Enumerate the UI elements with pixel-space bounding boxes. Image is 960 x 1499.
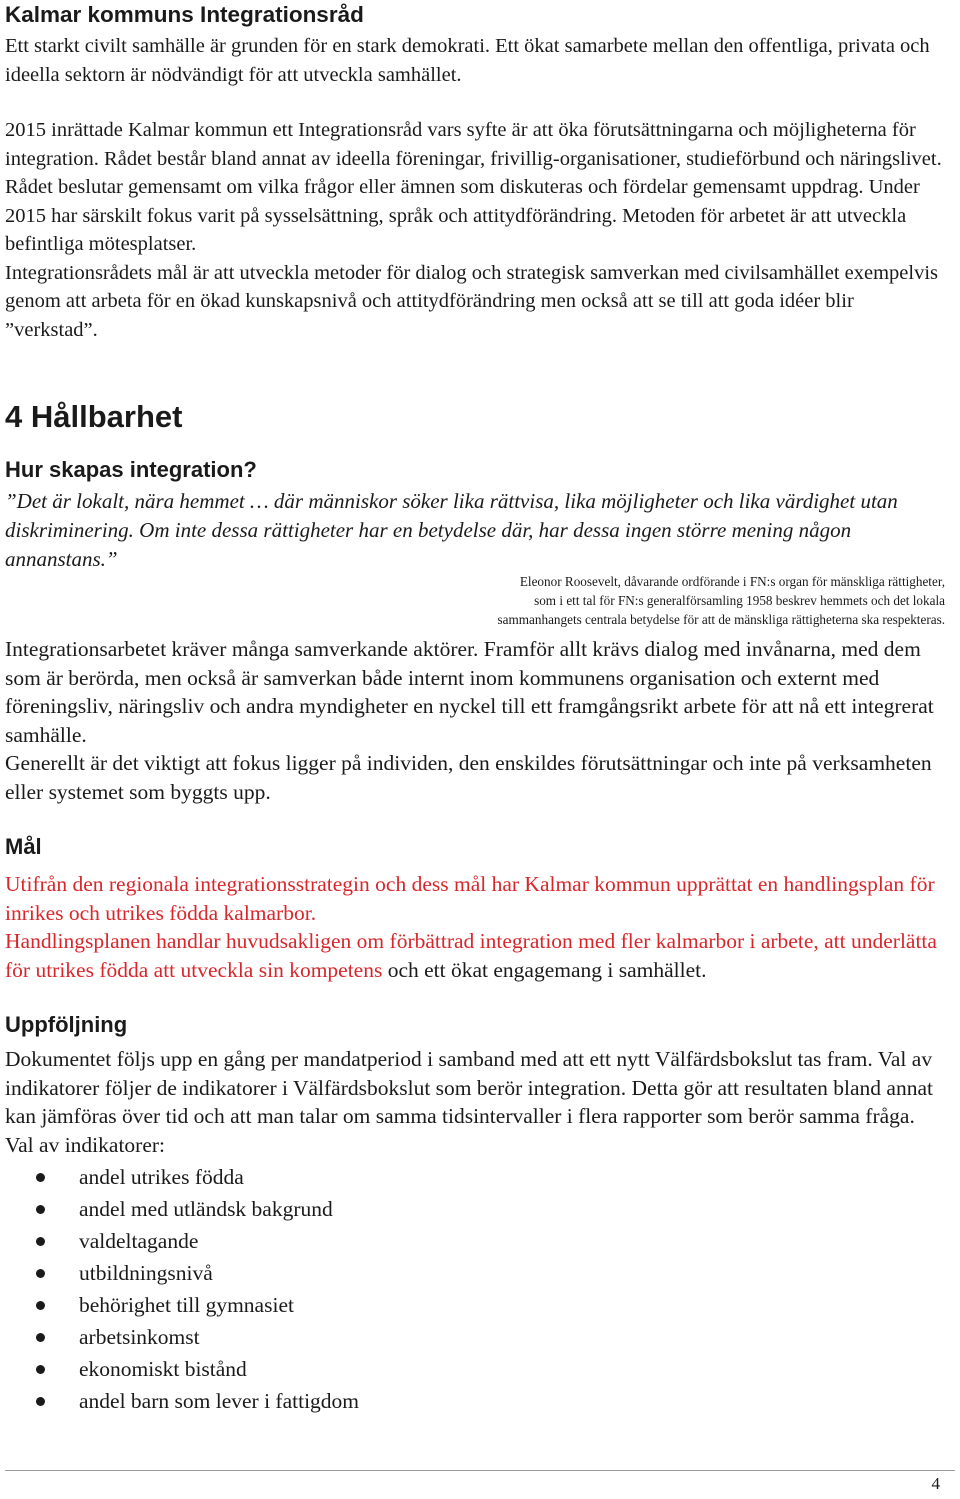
- bullet-icon: [36, 1205, 45, 1214]
- roosevelt-quote: ”Det är lokalt, nära hemmet … där människor söker lika rättvisa, lika möjligheter och lika värdighet utan diskriminering. Om inte dessa rättigheter har en betydelse där, har dessa ingen större mening någon annanstans.”: [5, 489, 898, 571]
- highlighted-text: Handlingsplanen handlar huvudsakligen om förbättrad integration med fler kalmarbor i arbete, att underlätta för utrikes födda att utveckla sin kompetens: [5, 929, 937, 982]
- indicator-label: arbetsinkomst: [79, 1325, 200, 1349]
- page-number: 4: [931, 1474, 940, 1493]
- highlighted-text: Utifrån den regionala integrationsstrategin och dess mål har Kalmar kommun upprättat en handlingsplan för inrikes och utrikes födda kalmarbor.: [5, 872, 935, 925]
- indicator-list-title: Val av indikatorer:: [5, 1132, 166, 1157]
- quote-attribution: [5, 572, 945, 629]
- subheading-uppfoljning: Uppföljning: [5, 1012, 128, 1037]
- indicator-label: andel barn som lever i fattigdom: [79, 1389, 360, 1413]
- indicator-item: [5, 1257, 945, 1289]
- indicator-item: [5, 1385, 945, 1417]
- paragraph-collaboration: Integrationsarbetet kräver många samverkande aktörer. Framför allt krävs dialog med invånarna, med dem som är berörda, men också är samverkan både internt inom kommunens organisation och externt med föreningsliv, näringsliv och andra myndigheter en nyckel till ett framgångsrikt arbete för att nå ett integrerat samhälle.: [5, 637, 934, 747]
- paragraph-council-goal: Integrationsrådets mål är att utveckla metoder för dialog och strategisk samverkan med civilsamhället exempelvis genom att arbeta för en ökad kunskapsnivå och attitydförändring men också att se till att goda idéer blir ”verkstad”.: [5, 261, 939, 341]
- bullet-icon: [36, 1397, 45, 1406]
- indicator-item: [5, 1193, 945, 1225]
- document-page: [5, 0, 945, 1417]
- paragraph-intro: Ett starkt civilt samhälle är grunden för en stark demokrati. Ett ökat samarbete mellan den offentliga, privata och ideella sektorn är nödvändigt för att utveckla samhället.: [5, 35, 930, 86]
- bullet-icon: [36, 1365, 45, 1374]
- indicator-item: [5, 1289, 945, 1321]
- bullet-icon: [36, 1333, 45, 1342]
- paragraph-individual-focus: Generellt är det viktigt att fokus ligger på individen, den enskildes förutsättningar och inte på verksamheten eller systemet som byggts upp.: [5, 751, 932, 804]
- paragraph-follow-up: Dokumentet följs upp en gång per mandatperiod i samband med att ett nytt Välfärdsbokslut tas fram. Val av indikatorer följer de indikatorer i Välfärdsbokslut som berör integration. Detta gör att resultaten bland annat kan jämföras över tid och att man talar om samma tidsintervaller i flera rapporter som berör samma fråga.: [5, 1047, 933, 1128]
- indicator-item: [5, 1353, 945, 1385]
- plain-text: och ett ökat engagemang i samhället.: [382, 957, 707, 982]
- subheading-mal: Mål: [5, 834, 42, 859]
- paragraph-goal-plan: [5, 870, 945, 927]
- attribution-line: Eleonor Roosevelt, dåvarande ordförande i FN:s organ för mänskliga rättigheter,: [519, 574, 945, 589]
- bullet-icon: [36, 1237, 45, 1246]
- indicator-label: utbildningsnivå: [79, 1261, 213, 1285]
- attribution-line: som i ett tal för FN:s generalförsamling 1958 beskrev hemmets och det lokala: [534, 593, 945, 608]
- indicator-label: behörighet till gymnasiet: [79, 1293, 294, 1317]
- indicator-item: [5, 1161, 945, 1193]
- footer-divider: [5, 1470, 955, 1471]
- bullet-icon: [36, 1301, 45, 1310]
- bullet-icon: [36, 1269, 45, 1278]
- paragraph-council: 2015 inrättade Kalmar kommun ett Integrationsråd vars syfte är att öka förutsättningarna och möjligheterna för integration. Rådet består bland annat av ideella föreningar, frivillig-organisationer, studieförbund och näringslivet. Rådet beslutar gemensamt om vilka frågor eller ämnen som diskuteras och fördelar gemensamt uppdrag. Under 2015 har särskilt fokus varit på sysselsättning, språk och attitydförändring. Metoden för arbetet är att utveckla befintliga mötesplatser.: [5, 119, 942, 255]
- chapter-heading: 4 Hållbarhet: [5, 399, 183, 434]
- indicator-label: andel med utländsk bakgrund: [79, 1197, 333, 1221]
- section-heading-integrationsrad: Kalmar kommuns Integrationsråd: [5, 2, 364, 27]
- indicator-item: [5, 1225, 945, 1257]
- attribution-line: sammanhangets centrala betydelse för att de mänskliga rättigheterna ska respekteras.: [497, 612, 945, 627]
- bullet-icon: [36, 1173, 45, 1182]
- indicator-label: ekonomiskt bistånd: [79, 1357, 247, 1381]
- indicator-list: [5, 1161, 945, 1417]
- paragraph-goal-focus: [5, 927, 945, 984]
- indicator-label: andel utrikes födda: [79, 1165, 244, 1189]
- subheading-integration: Hur skapas integration?: [5, 457, 257, 482]
- indicator-label: valdeltagande: [79, 1229, 199, 1253]
- indicator-item: [5, 1321, 945, 1353]
